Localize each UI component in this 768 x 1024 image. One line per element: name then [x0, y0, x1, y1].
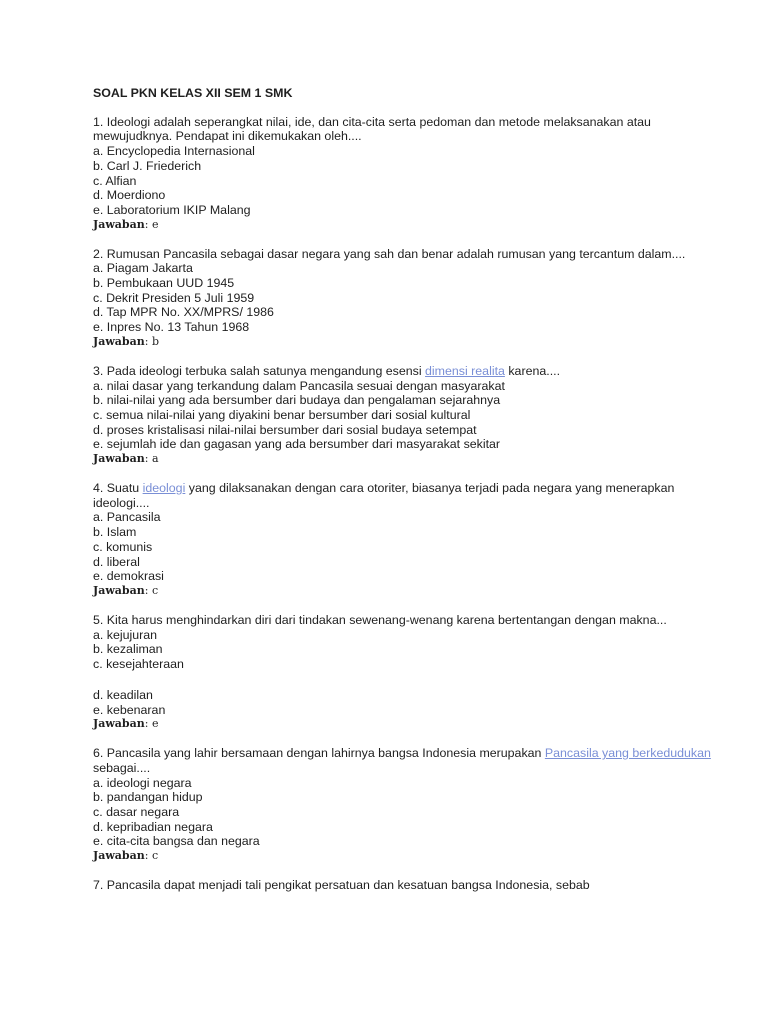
- option: c. semua nilai-nilai yang diyakini benar bersumber dari sosial kultural: [93, 407, 471, 422]
- answer-label: Jawaban: [93, 217, 145, 231]
- option: e. cita-cita bangsa dan negara: [93, 834, 260, 849]
- question-6: [93, 746, 713, 863]
- option: e. Laboratorium IKIP Malang: [93, 202, 251, 217]
- answer-label: Jawaban: [93, 583, 145, 597]
- option: c. dasar negara: [93, 805, 180, 820]
- answer-value: : c: [144, 583, 159, 597]
- option: d. kepribadian negara: [93, 819, 213, 834]
- option: b. nilai-nilai yang ada bersumber dari budaya dan pengalaman sejarahnya: [93, 393, 501, 408]
- answer-label: Jawaban: [93, 717, 145, 731]
- option: c. Dekrit Presiden 5 Juli 1959: [93, 290, 255, 305]
- answer-value: : c: [144, 849, 159, 863]
- question-5: [93, 613, 713, 732]
- option: d. liberal: [93, 554, 140, 569]
- question-4: [93, 481, 713, 598]
- answer-value: : b: [144, 334, 159, 348]
- option: a. kejujuran: [93, 627, 158, 642]
- answer-value: : a: [144, 452, 159, 466]
- dimensi-realita-link[interactable]: dimensi realita: [425, 363, 505, 378]
- option: b. Pembukaan UUD 1945: [93, 276, 235, 291]
- answer-value: : e: [144, 217, 159, 231]
- question-7: [93, 878, 713, 893]
- question-3: [93, 364, 713, 467]
- option: c. komunis: [93, 539, 153, 554]
- option: c. kesejahteraan: [93, 657, 184, 672]
- option: b. pandangan hidup: [93, 790, 203, 805]
- option: e. Inpres No. 13 Tahun 1968: [93, 320, 250, 335]
- option: d. proses kristalisasi nilai-nilai bersumber dari sosial budaya setempat: [93, 422, 477, 437]
- option: d. Moerdiono: [93, 188, 166, 203]
- option: a. ideologi negara: [93, 775, 192, 790]
- answer-line: [93, 849, 713, 864]
- question-text: 1. Ideologi adalah seperangkat nilai, ide, dan cita-cita serta pedoman dan metode melaksanakan atau mewujudknya. Pendapat ini dikemukakan oleh....: [93, 114, 651, 144]
- answer-line: [93, 584, 713, 599]
- question-text: 2. Rumusan Pancasila sebagai dasar negara yang sah dan benar adalah rumusan yang tercantum dalam....: [93, 246, 686, 261]
- pancasila-yang-berkedudukan-link[interactable]: Pancasila yang berkedudukan: [544, 746, 711, 761]
- answer-line: [93, 218, 713, 233]
- option: b. kezaliman: [93, 642, 163, 657]
- answer-value: : e: [144, 717, 159, 731]
- option: a. Pancasila: [93, 510, 161, 525]
- option: b. Carl J. Friederich: [93, 158, 202, 173]
- answer-label: Jawaban: [93, 334, 145, 348]
- option: e. kebenaran: [93, 702, 166, 717]
- question-text: 6. Pancasila yang lahir bersamaan dengan lahirnya bangsa Indonesia merupakan Pancasila yang berkedudukan sebagai....: [93, 746, 711, 775]
- question-text: 3. Pada ideologi terbuka salah satunya mengandung esensi dimensi realita karena....: [93, 363, 561, 378]
- question-text: 7. Pancasila dapat menjadi tali pengikat persatuan dan kesatuan bangsa Indonesia, sebab: [93, 878, 590, 893]
- document-page: [93, 86, 713, 907]
- option: a. Piagam Jakarta: [93, 261, 193, 276]
- option: b. Islam: [93, 525, 137, 540]
- option: d. Tap MPR No. XX/MPRS/ 1986: [93, 305, 274, 320]
- answer-label: Jawaban: [93, 849, 145, 863]
- answer-label: Jawaban: [93, 452, 145, 466]
- answer-line: [93, 335, 713, 350]
- option: e. sejumlah ide dan gagasan yang ada bersumber dari masyarakat sekitar: [93, 437, 501, 452]
- option: a. nilai dasar yang terkandung dalam Pancasila sesuai dengan masyarakat: [93, 378, 505, 393]
- option: c. Alfian: [93, 173, 137, 188]
- option: e. demokrasi: [93, 569, 164, 584]
- ideologi-link[interactable]: ideologi: [142, 481, 186, 496]
- answer-line: [93, 452, 713, 467]
- question-text: 5. Kita harus menghindarkan diri dari tindakan sewenang-wenang karena bertentangan dengan makna...: [93, 612, 667, 627]
- answer-line: [93, 717, 713, 732]
- question-text: 4. Suatu ideologi yang dilaksanakan dengan cara otoriter, biasanya terjadi pada negara yang menerapkan ideologi....: [93, 481, 675, 510]
- blank-gap: [93, 672, 713, 688]
- question-2: [93, 247, 713, 350]
- option: a. Encyclopedia Internasional: [93, 144, 255, 159]
- document-title: SOAL PKN KELAS XII SEM 1 SMK: [93, 86, 293, 100]
- option: d. keadilan: [93, 687, 153, 702]
- question-1: [93, 115, 713, 232]
